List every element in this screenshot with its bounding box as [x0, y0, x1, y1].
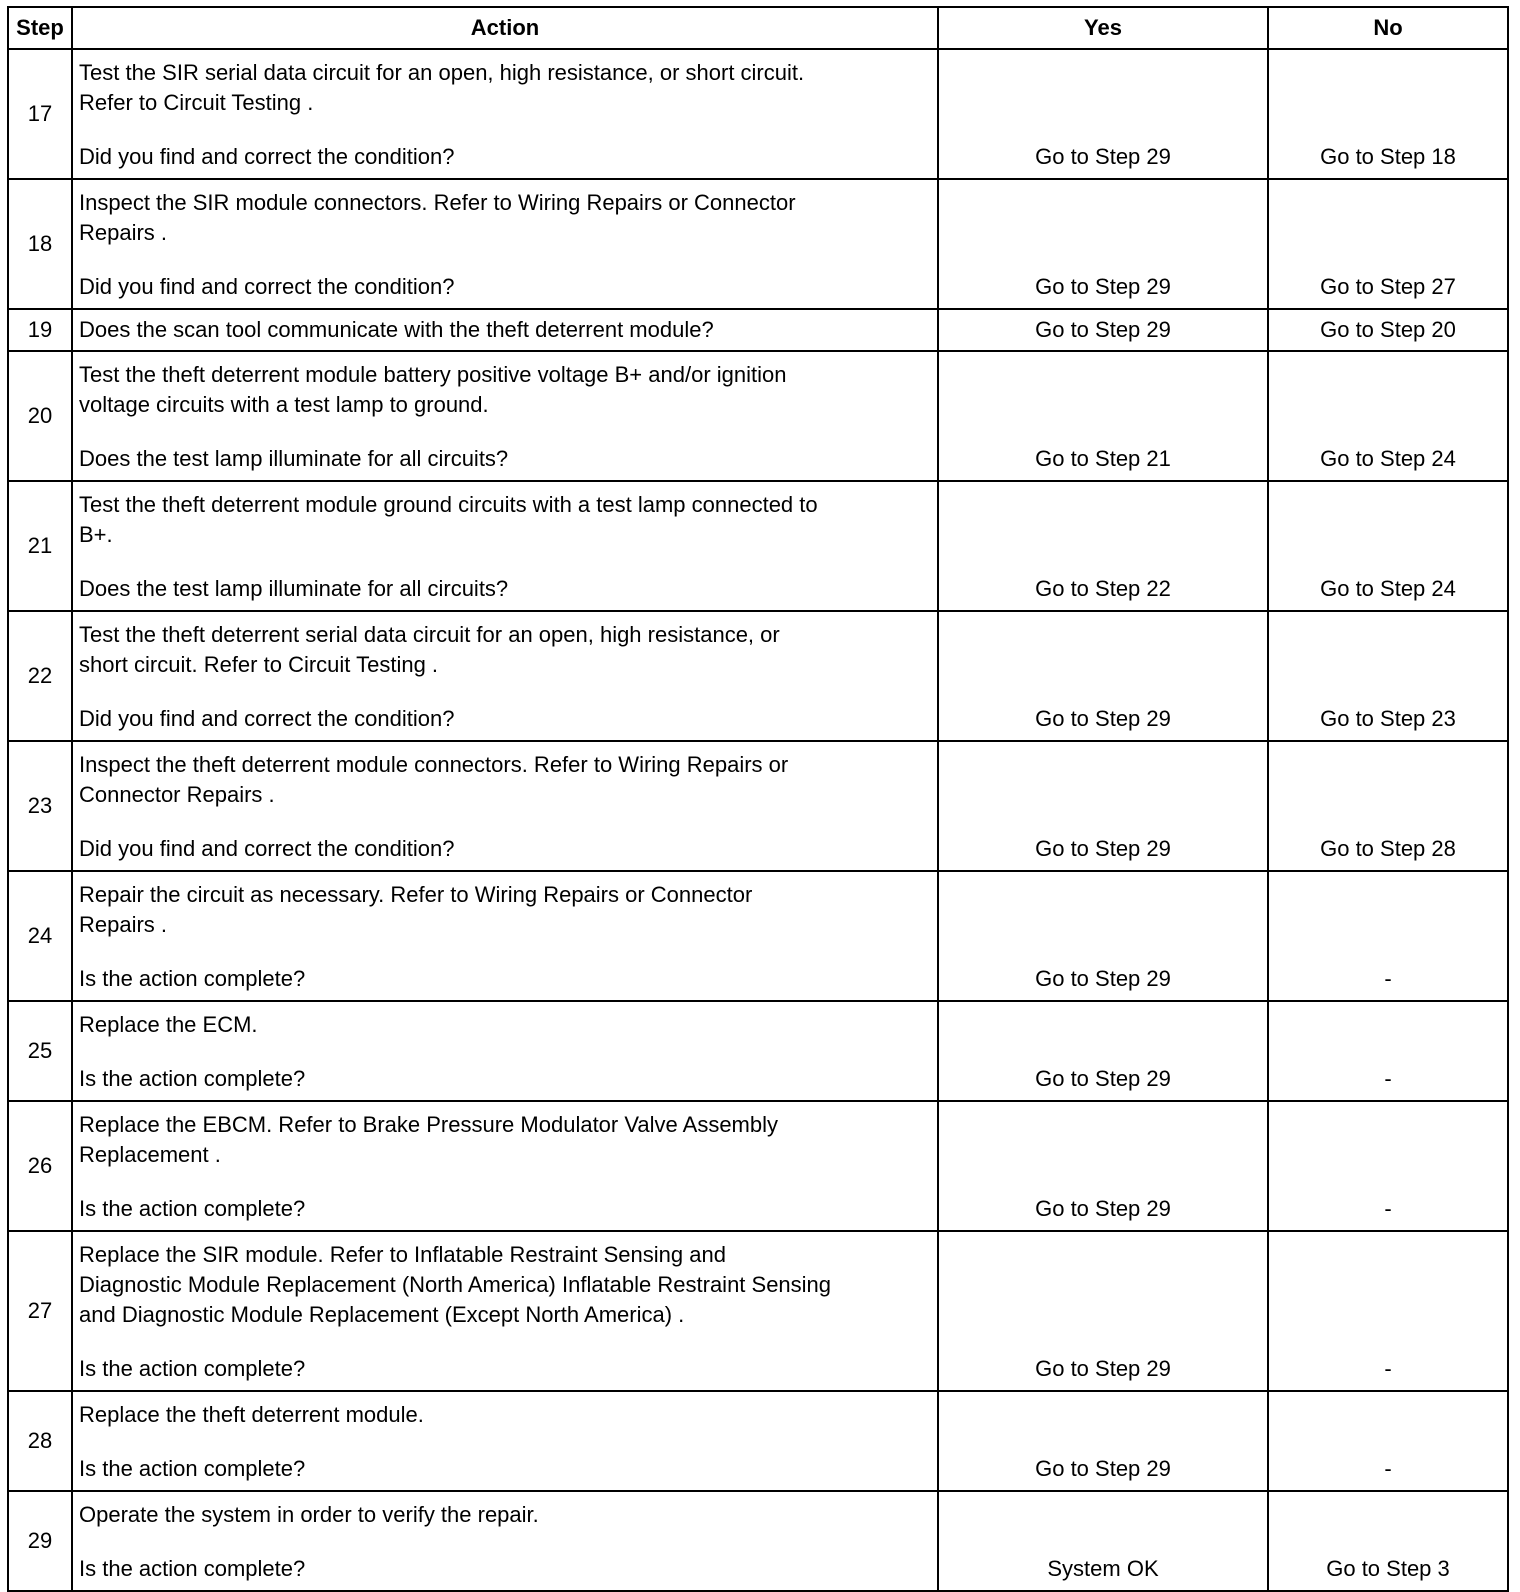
yes-result: System OK [938, 1491, 1268, 1591]
yes-result: Go to Step 29 [938, 179, 1268, 309]
step-number: 17 [8, 49, 72, 179]
yes-result: Go to Step 22 [938, 481, 1268, 611]
action-text: Replacement . [79, 1142, 221, 1167]
action-text: Inspect the theft deterrent module connectors. Refer to Wiring Repairs or [79, 752, 789, 777]
action-text: Replace the SIR module. Refer to Inflatable Restraint Sensing and [79, 1242, 726, 1267]
spacer [79, 248, 933, 272]
table-row [8, 1391, 1508, 1491]
yes-result: Go to Step 29 [938, 49, 1268, 179]
table-row [8, 1001, 1508, 1101]
no-result: Go to Step 3 [1268, 1491, 1508, 1591]
spacer [79, 1040, 933, 1064]
yes-result: Go to Step 29 [938, 741, 1268, 871]
action-cell [72, 871, 938, 1001]
action-text: Repairs . [79, 220, 168, 245]
diagnostic-table [7, 6, 1509, 1592]
action-text: Test the theft deterrent module battery positive voltage B+ and/or ignition [79, 362, 787, 387]
table-row [8, 179, 1508, 309]
action-text: Refer to Circuit Testing . [79, 90, 314, 115]
action-text: B+. [79, 522, 113, 547]
header-action: Action [72, 7, 938, 49]
action-cell [72, 1391, 938, 1491]
spacer [79, 420, 933, 444]
action-text: Repairs . [79, 912, 168, 937]
action-question: Did you find and correct the condition? [79, 274, 455, 299]
action-cell [72, 741, 938, 871]
action-cell [72, 49, 938, 179]
yes-result: Go to Step 21 [938, 351, 1268, 481]
no-result: - [1268, 1391, 1508, 1491]
action-cell [72, 1101, 938, 1231]
header-no: No [1268, 7, 1508, 49]
action-text: Replace the theft deterrent module. [79, 1402, 424, 1427]
action-text: Inspect the SIR module connectors. Refer to Wiring Repairs or Connector [79, 190, 796, 215]
action-cell [72, 481, 938, 611]
no-result: - [1268, 1231, 1508, 1391]
header-step: Step [8, 7, 72, 49]
spacer [79, 1430, 933, 1454]
table-body [8, 49, 1508, 1591]
yes-result: Go to Step 29 [938, 1391, 1268, 1491]
action-cell [72, 611, 938, 741]
action-cell [72, 351, 938, 481]
action-question: Is the action complete? [79, 1066, 306, 1091]
table-row [8, 481, 1508, 611]
no-result: - [1268, 1101, 1508, 1231]
action-text: short circuit. Refer to Circuit Testing . [79, 652, 439, 677]
action-question: Is the action complete? [79, 1196, 306, 1221]
step-number: 20 [8, 351, 72, 481]
action-text: and Diagnostic Module Replacement (Except North America) . [79, 1302, 685, 1327]
no-result: - [1268, 1001, 1508, 1101]
action-text: Diagnostic Module Replacement (North America) Inflatable Restraint Sensing [79, 1272, 832, 1297]
step-number: 24 [8, 871, 72, 1001]
action-text: Test the theft deterrent module ground circuits with a test lamp connected to [79, 492, 818, 517]
action-question: Does the test lamp illuminate for all circuits? [79, 446, 509, 471]
step-number: 27 [8, 1231, 72, 1391]
action-text: voltage circuits with a test lamp to ground. [79, 392, 489, 417]
action-text: Replace the ECM. [79, 1012, 258, 1037]
action-cell [72, 309, 938, 351]
yes-result: Go to Step 29 [938, 611, 1268, 741]
action-text: Replace the EBCM. Refer to Brake Pressure Modulator Valve Assembly [79, 1112, 779, 1137]
table-row [8, 351, 1508, 481]
table-row [8, 611, 1508, 741]
step-number: 29 [8, 1491, 72, 1591]
action-question: Is the action complete? [79, 1356, 306, 1381]
no-result: - [1268, 871, 1508, 1001]
action-question: Is the action complete? [79, 966, 306, 991]
spacer [79, 1170, 933, 1194]
action-question: Is the action complete? [79, 1456, 306, 1481]
no-result: Go to Step 24 [1268, 481, 1508, 611]
action-text: Test the SIR serial data circuit for an open, high resistance, or short circuit. [79, 60, 805, 85]
table-row [8, 309, 1508, 351]
action-text: Test the theft deterrent serial data circuit for an open, high resistance, or [79, 622, 780, 647]
yes-result: Go to Step 29 [938, 1101, 1268, 1231]
action-text: Operate the system in order to verify the repair. [79, 1502, 539, 1527]
action-cell [72, 179, 938, 309]
step-number: 21 [8, 481, 72, 611]
table-row [8, 1101, 1508, 1231]
action-question: Does the scan tool communicate with the theft deterrent module? [79, 317, 714, 342]
no-result: Go to Step 23 [1268, 611, 1508, 741]
table-row [8, 741, 1508, 871]
action-cell [72, 1491, 938, 1591]
spacer [79, 118, 933, 142]
spacer [79, 550, 933, 574]
table-row [8, 1491, 1508, 1591]
no-result: Go to Step 20 [1268, 309, 1508, 351]
yes-result: Go to Step 29 [938, 309, 1268, 351]
action-cell [72, 1001, 938, 1101]
action-question: Is the action complete? [79, 1556, 306, 1581]
step-number: 23 [8, 741, 72, 871]
action-question: Did you find and correct the condition? [79, 836, 455, 861]
yes-result: Go to Step 29 [938, 1231, 1268, 1391]
action-text: Repair the circuit as necessary. Refer to Wiring Repairs or Connector [79, 882, 753, 907]
spacer [79, 680, 933, 704]
step-number: 19 [8, 309, 72, 351]
action-text: Connector Repairs . [79, 782, 275, 807]
step-number: 25 [8, 1001, 72, 1101]
action-cell [72, 1231, 938, 1391]
spacer [79, 1330, 933, 1354]
step-number: 28 [8, 1391, 72, 1491]
spacer [79, 810, 933, 834]
no-result: Go to Step 28 [1268, 741, 1508, 871]
step-number: 26 [8, 1101, 72, 1231]
spacer [79, 940, 933, 964]
spacer [79, 1530, 933, 1554]
action-question: Did you find and correct the condition? [79, 706, 455, 731]
yes-result: Go to Step 29 [938, 1001, 1268, 1101]
yes-result: Go to Step 29 [938, 871, 1268, 1001]
step-number: 22 [8, 611, 72, 741]
table-row [8, 871, 1508, 1001]
table-row [8, 49, 1508, 179]
step-number: 18 [8, 179, 72, 309]
no-result: Go to Step 24 [1268, 351, 1508, 481]
no-result: Go to Step 18 [1268, 49, 1508, 179]
table-row [8, 1231, 1508, 1391]
no-result: Go to Step 27 [1268, 179, 1508, 309]
action-question: Did you find and correct the condition? [79, 144, 455, 169]
header-yes: Yes [938, 7, 1268, 49]
action-question: Does the test lamp illuminate for all circuits? [79, 576, 509, 601]
header-row [8, 7, 1508, 49]
